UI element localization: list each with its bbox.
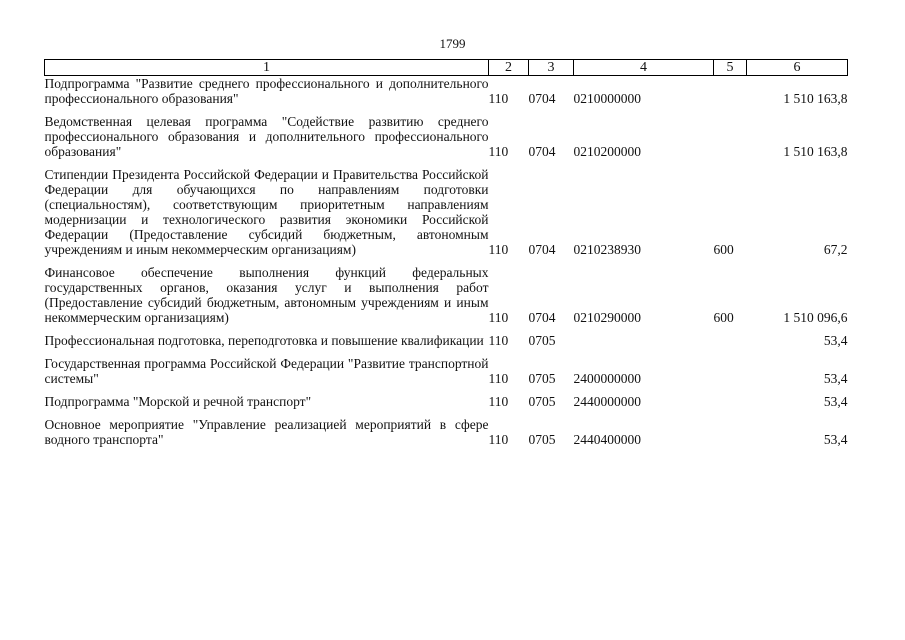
column-header: 5 [714,60,747,76]
row-code-4: 2440400000 [573,432,641,447]
row-amount: 53,4 [823,371,848,386]
table-row [45,167,848,257]
row-amount: 1 510 163,8 [783,144,848,159]
row-name: Подпрограмма "Морской и речной транспорт" [44,394,312,409]
row-code-4: 0210200000 [573,144,641,159]
row-code-5 [714,333,747,348]
row-code-3: 0704 [528,144,556,159]
row-code-4: 0210000000 [573,91,641,106]
column-header: 4 [574,60,714,76]
table-row [45,417,848,447]
row-name: Государственная программа Российской Федерации "Развитие транспортной системы" [44,356,489,386]
row-code-2: 110 [488,144,509,159]
row-code-2: 110 [488,242,509,257]
row-amount: 67,2 [823,242,848,257]
row-code-5: 600 [713,242,734,257]
row-code-4 [574,333,714,348]
row-code-2: 110 [488,333,509,348]
column-header: 1 [45,60,489,76]
table-row [45,265,848,325]
table-row [45,333,848,348]
table-row [45,76,848,107]
row-amount: 53,4 [823,432,848,447]
row-code-2: 110 [488,432,509,447]
row-name: Подпрограмма "Развитие среднего профессионального и дополнительного профессионального образования" [44,76,489,106]
row-code-5 [714,394,747,409]
row-code-5 [714,417,747,447]
row-name: Ведомственная целевая программа "Содействие развитию среднего профессионального образования и дополнительного профессионального образования" [44,114,489,159]
row-code-2: 110 [488,310,509,325]
page-number: 1799 [439,36,466,51]
row-amount: 1 510 163,8 [783,91,848,106]
row-code-5 [714,114,747,159]
table-row [45,356,848,386]
row-code-5: 600 [713,310,734,325]
row-code-4: 0210290000 [573,310,641,325]
table-header-row [45,60,848,76]
row-code-2: 110 [488,371,509,386]
row-code-4: 2400000000 [573,371,641,386]
row-code-5 [714,356,747,386]
row-code-5 [714,76,747,107]
row-name: Финансовое обеспечение выполнения функций федеральных государственных органов, оказания услуг и выполнения работ (Предоставление субсидий бюджетным, автономным учреждениям и иным некоммерческим организациям) [44,265,489,325]
row-name: Стипендии Президента Российской Федерации и Правительства Российской Федерации для обучающихся по направлениям подготовки (специальностям), соответствующим приоритетным направлениям модернизации и технологического развития экономики Российской Федерации (Предоставление субсидий бюджетным, автономным учреждениям и иным некоммерческим организациям) [44,167,489,257]
row-amount: 1 510 096,6 [783,310,848,325]
row-amount: 53,4 [823,333,848,348]
row-name: Основное мероприятие "Управление реализацией мероприятий в сфере водного транспорта" [44,417,489,447]
row-code-3: 0704 [528,91,556,106]
column-header: 3 [529,60,574,76]
row-code-3: 0704 [528,310,556,325]
budget-table [44,59,848,447]
column-header: 6 [747,60,848,76]
row-code-2: 110 [488,91,509,106]
row-code-3: 0705 [528,394,556,409]
table-row [45,114,848,159]
row-name: Профессиональная подготовка, переподготовка и повышение квалификации [44,333,484,348]
table-row [45,394,848,409]
row-code-4: 0210238930 [573,242,641,257]
row-code-3: 0705 [528,432,556,447]
row-code-3: 0705 [528,371,556,386]
row-code-3: 0704 [528,242,556,257]
row-amount: 53,4 [823,394,848,409]
row-code-3: 0705 [528,333,556,348]
row-code-4: 2440000000 [573,394,641,409]
column-header: 2 [489,60,529,76]
row-code-2: 110 [488,394,509,409]
